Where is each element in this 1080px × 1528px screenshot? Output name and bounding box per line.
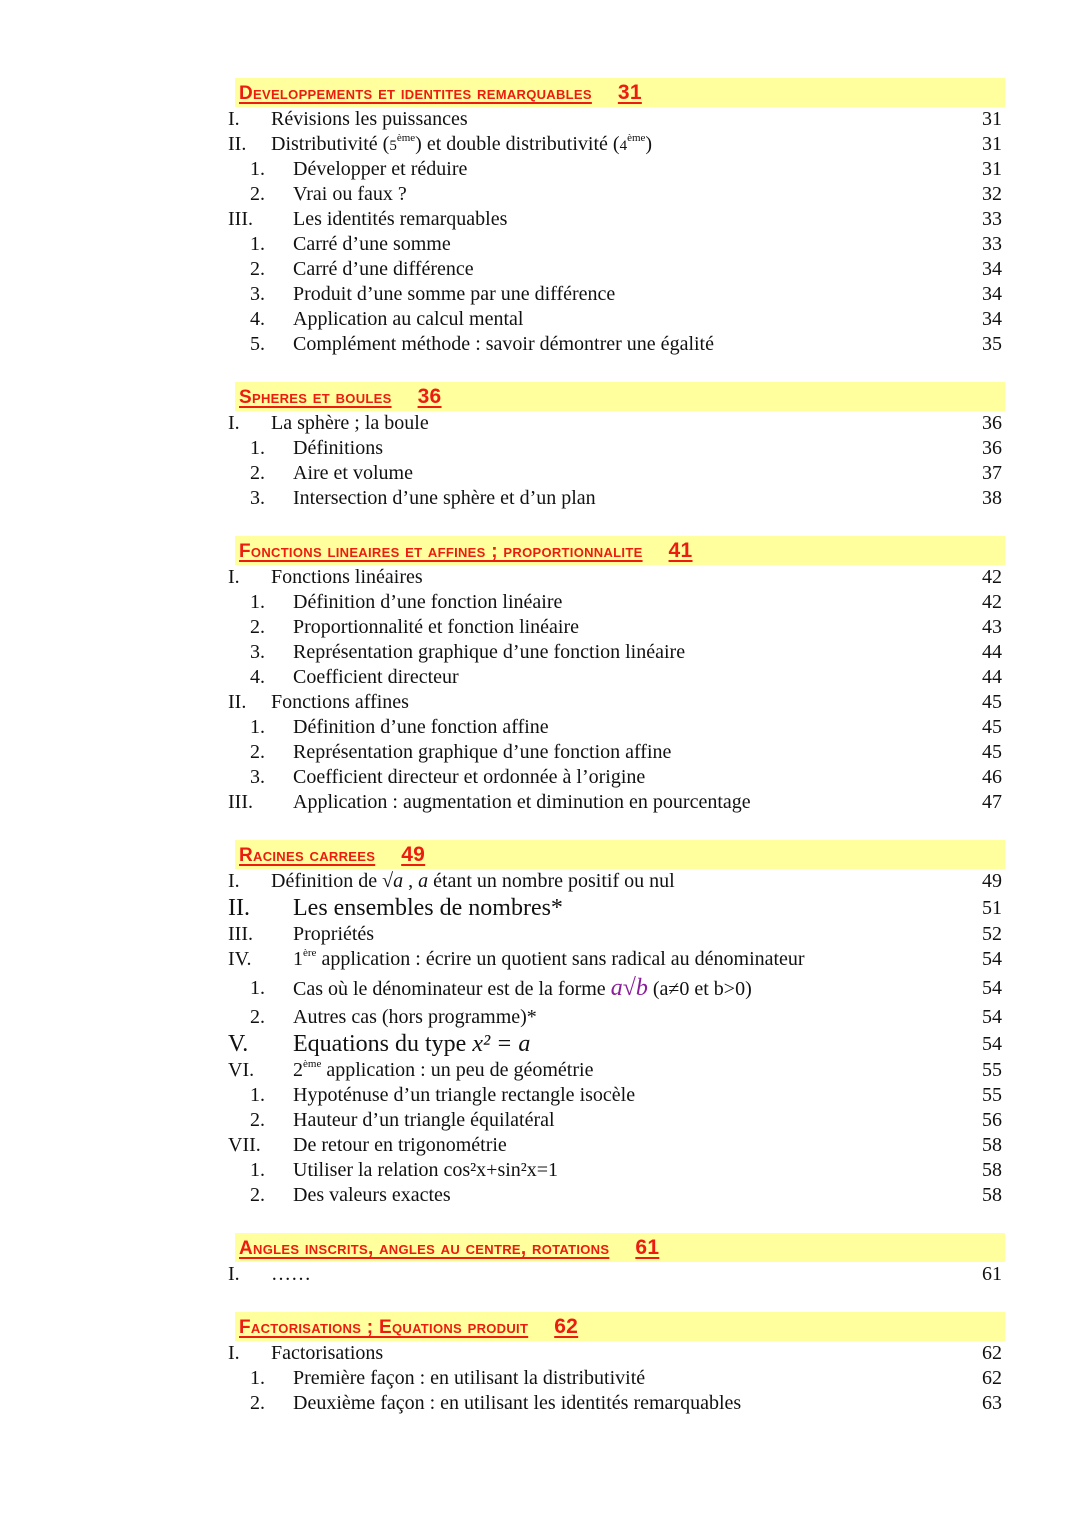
section-page-number: 31 [617, 81, 642, 104]
entry-title-segment: Révisions les puissances [271, 108, 468, 130]
entry-page-number: 37 [982, 462, 1002, 484]
entry-number: 2. [250, 183, 265, 205]
toc-entry[interactable] [0, 182, 1080, 207]
entry-title[interactable] [293, 257, 474, 282]
entry-title[interactable] [271, 132, 652, 159]
entry-title[interactable] [293, 790, 751, 815]
entry-number: 2. [250, 462, 265, 484]
toc-entry[interactable] [0, 740, 1080, 765]
entry-number: II. [228, 133, 247, 155]
section-header[interactable] [235, 1233, 1005, 1262]
section-title-text: Factorisations ; Equations produit [239, 1317, 529, 1338]
toc-entry[interactable] [0, 1183, 1080, 1208]
entry-title-segment: Les identités remarquables [293, 208, 508, 230]
entry-number: 3. [250, 283, 265, 305]
toc-entry[interactable] [0, 1366, 1080, 1391]
entry-title-segment: Carré d’une somme [293, 233, 451, 255]
entry-title-segment: x² = a [472, 1031, 531, 1057]
entry-title[interactable] [293, 615, 579, 640]
entry-page-number: 34 [982, 308, 1002, 330]
entry-page-number: 35 [982, 333, 1002, 355]
entry-title-segment: La sphère ; la boule [271, 412, 429, 434]
section-header[interactable] [235, 536, 1005, 565]
entry-title[interactable] [293, 232, 451, 257]
toc-entry[interactable] [0, 665, 1080, 690]
entry-title-segment: ème [303, 1058, 322, 1070]
entry-page-number: 54 [982, 977, 1002, 999]
entry-number: II. [228, 895, 250, 921]
entry-number: II. [228, 691, 247, 713]
toc-section [0, 840, 1080, 1208]
entry-title-segment: (a≠0 et b>0) [647, 978, 752, 1000]
toc-entry[interactable] [0, 894, 1080, 922]
entry-title[interactable] [293, 590, 562, 615]
entry-title[interactable] [271, 869, 675, 894]
entry-number: 4. [250, 308, 265, 330]
section-title-text: Developpements et identites remarquables [239, 83, 592, 104]
entry-number: I. [228, 870, 240, 892]
toc-entry[interactable] [0, 486, 1080, 511]
section-title-text: Spheres et boules [239, 387, 392, 408]
entry-title-segment: Autres cas (hors programme)* [293, 1006, 537, 1028]
entry-page-number: 62 [982, 1342, 1002, 1364]
entry-title[interactable] [293, 1005, 537, 1030]
toc-entry[interactable] [0, 1005, 1080, 1030]
entry-page-number: 54 [982, 1006, 1002, 1028]
toc-entry[interactable] [0, 436, 1080, 461]
entry-number: III. [228, 208, 253, 230]
entry-title-segment: Complément méthode : savoir démontrer une égalité [293, 333, 714, 355]
entry-title-segment: a√b [610, 975, 648, 1001]
entry-title-segment: Définition d’une fonction linéaire [293, 591, 563, 613]
toc-entry[interactable] [0, 1030, 1080, 1058]
entry-title-segment: ème [396, 132, 416, 144]
entry-number: 1. [250, 1367, 265, 1389]
entry-page-number: 33 [982, 208, 1002, 230]
section-header[interactable] [235, 382, 1005, 411]
entry-number: 1. [250, 158, 265, 180]
entry-title-segment: Représentation graphique d’une fonction linéaire [293, 641, 686, 663]
entry-page-number: 58 [982, 1134, 1002, 1156]
entry-number: 1. [250, 1084, 265, 1106]
entry-title[interactable] [293, 1391, 741, 1416]
entry-title-segment: Aire et volume [293, 462, 413, 484]
entry-title[interactable] [293, 715, 549, 740]
section-title-text: Racines carrees [239, 845, 376, 866]
entry-title-segment: a [393, 870, 404, 892]
toc-section [0, 1312, 1080, 1416]
entry-number: 2. [250, 616, 265, 638]
entry-title-segment: …… [271, 1263, 311, 1285]
entry-title[interactable] [293, 332, 714, 357]
entry-page-number: 43 [982, 616, 1002, 638]
section-header[interactable] [235, 78, 1005, 107]
entry-title[interactable] [293, 307, 523, 332]
entry-page-number: 58 [982, 1184, 1002, 1206]
entry-title-segment: Utiliser la relation cos²x+sin²x=1 [293, 1159, 559, 1181]
entry-title[interactable] [293, 765, 645, 790]
entry-page-number: 45 [982, 741, 1002, 763]
entry-number: 2. [250, 258, 265, 280]
entry-title-segment: Définition d’une fonction affine [293, 716, 549, 738]
entry-title[interactable] [293, 1133, 507, 1158]
toc-entry[interactable] [0, 1083, 1080, 1108]
toc-entry[interactable] [0, 1341, 1080, 1366]
entry-number: III. [228, 791, 253, 813]
entry-title-segment: ère [303, 947, 317, 959]
entry-page-number: 62 [982, 1367, 1002, 1389]
toc-entry[interactable] [0, 590, 1080, 615]
entry-title[interactable] [293, 282, 615, 307]
toc-entry[interactable] [0, 947, 1080, 972]
entry-number: 5. [250, 333, 265, 355]
entry-number: 1. [250, 716, 265, 738]
entry-page-number: 55 [982, 1084, 1002, 1106]
entry-number: IV. [228, 948, 252, 970]
entry-page-number: 58 [982, 1159, 1002, 1181]
entry-page-number: 33 [982, 233, 1002, 255]
entry-number: 4. [250, 666, 265, 688]
toc-entry[interactable] [0, 332, 1080, 357]
entry-title[interactable] [293, 486, 596, 511]
entry-page-number: 32 [982, 183, 1002, 205]
entry-title[interactable] [293, 1083, 635, 1108]
entry-title-segment: Produit d’une somme par une différence [293, 283, 616, 305]
entry-title-segment: Hypoténuse d’un triangle rectangle isocèle [293, 1084, 636, 1106]
entry-page-number: 31 [982, 133, 1002, 155]
entry-title-segment: Factorisations [271, 1342, 384, 1364]
entry-title-segment: Cas où le dénominateur est de la forme [293, 978, 611, 1000]
toc-entry[interactable] [0, 307, 1080, 332]
entry-title-segment: 4 [619, 138, 628, 154]
section-page-number: 36 [417, 385, 442, 408]
entry-page-number: 44 [982, 666, 1002, 688]
entry-title[interactable] [293, 1183, 451, 1208]
entry-title-segment: ) et double distributivité ( [415, 133, 620, 155]
entry-number: 2. [250, 1006, 265, 1028]
entry-page-number: 38 [982, 487, 1002, 509]
entry-title-segment: 1 [293, 948, 303, 970]
entry-title-segment: ème [627, 132, 646, 144]
entry-title-segment: Proportionnalité et fonction linéaire [293, 616, 580, 638]
entry-title-segment: Distributivité ( [271, 133, 390, 155]
entry-page-number: 42 [982, 591, 1002, 613]
entry-number: 1. [250, 977, 265, 999]
toc-entry[interactable] [0, 157, 1080, 182]
entry-title[interactable] [293, 1058, 593, 1083]
entry-number: 2. [250, 1109, 265, 1131]
toc-entry[interactable] [0, 640, 1080, 665]
entry-page-number: 34 [982, 283, 1002, 305]
entry-title-segment: Hauteur d’un triangle équilatéral [293, 1109, 555, 1131]
entry-title[interactable] [293, 947, 805, 972]
toc-entry[interactable] [0, 282, 1080, 307]
entry-number: I. [228, 1263, 240, 1285]
entry-title-segment: Les ensembles de nombres* [293, 895, 563, 921]
toc-entry[interactable] [0, 411, 1080, 436]
section-title[interactable] [239, 843, 425, 867]
section-title[interactable] [239, 385, 442, 409]
entry-number: 1. [250, 591, 265, 613]
entry-title[interactable] [271, 565, 423, 590]
entry-page-number: 47 [982, 791, 1002, 813]
entry-title-segment: Coefficient directeur [293, 666, 459, 688]
entry-title-segment: Coefficient directeur et ordonnée à l’origine [293, 766, 646, 788]
toc-entry[interactable] [0, 615, 1080, 640]
toc-entry[interactable] [0, 690, 1080, 715]
entry-title-segment: 5 [389, 138, 397, 154]
table-of-contents [0, 78, 1080, 1441]
entry-page-number: 45 [982, 691, 1002, 713]
entry-title-segment: Carré d’une différence [293, 258, 474, 280]
toc-entry[interactable] [0, 790, 1080, 815]
entry-title-segment: , [403, 870, 419, 892]
section-title-text: Fonctions lineaires et affines ; proportionnalite [239, 541, 643, 562]
entry-title[interactable] [293, 665, 459, 690]
entry-number: I. [228, 1342, 240, 1364]
entry-title[interactable] [293, 1030, 530, 1058]
entry-page-number: 44 [982, 641, 1002, 663]
toc-entry[interactable] [0, 715, 1080, 740]
entry-title-segment: application : écrire un quotient sans radical au dénominateur [316, 948, 805, 970]
entry-title[interactable] [293, 894, 563, 922]
entry-page-number: 42 [982, 566, 1002, 588]
entry-number: V. [228, 1031, 249, 1057]
entry-page-number: 54 [982, 948, 1002, 970]
toc-entry[interactable] [0, 107, 1080, 132]
section-title[interactable] [239, 81, 642, 105]
entry-title-segment: Intersection d’une sphère et d’un plan [293, 487, 596, 509]
toc-entry[interactable] [0, 1058, 1080, 1083]
entry-title[interactable] [293, 1158, 558, 1183]
entry-title-segment: Des valeurs exactes [293, 1184, 451, 1206]
toc-entry[interactable] [0, 1133, 1080, 1158]
entry-title-segment: Représentation graphique d’une fonction affine [293, 741, 672, 763]
entry-page-number: 51 [982, 897, 1002, 919]
toc-entry[interactable] [0, 922, 1080, 947]
toc-entry[interactable] [0, 1262, 1080, 1287]
entry-page-number: 55 [982, 1059, 1002, 1081]
toc-entry[interactable] [0, 132, 1080, 157]
entry-page-number: 36 [982, 437, 1002, 459]
entry-title-segment: ) [645, 133, 653, 155]
entry-title[interactable] [271, 1341, 383, 1366]
entry-title[interactable] [293, 972, 752, 1006]
toc-section [0, 78, 1080, 357]
entry-number: 3. [250, 641, 265, 663]
section-page-number: 41 [668, 539, 693, 562]
entry-number: VI. [228, 1059, 255, 1081]
entry-number: I. [228, 108, 240, 130]
entry-title-segment: Définitions [293, 437, 383, 459]
entry-title-segment: Vrai ou faux ? [293, 183, 407, 205]
entry-title[interactable] [293, 1366, 645, 1391]
entry-page-number: 36 [982, 412, 1002, 434]
entry-title-segment: Application au calcul mental [293, 308, 524, 330]
section-title[interactable] [239, 539, 693, 563]
entry-title[interactable] [271, 690, 409, 715]
entry-number: I. [228, 566, 240, 588]
entry-number: VII. [228, 1134, 261, 1156]
toc-entry[interactable] [0, 565, 1080, 590]
entry-title-segment: a [418, 870, 429, 892]
toc-entry[interactable] [0, 207, 1080, 232]
entry-title-segment: application : un peu de géométrie [321, 1059, 594, 1081]
section-page-number: 61 [635, 1236, 660, 1259]
entry-number: 1. [250, 1159, 265, 1181]
entry-title-segment: étant un nombre positif ou nul [428, 870, 675, 892]
section-page-number: 62 [554, 1315, 579, 1338]
entry-number: 2. [250, 1184, 265, 1206]
toc-entry[interactable] [0, 232, 1080, 257]
entry-number: 1. [250, 437, 265, 459]
toc-section [0, 1233, 1080, 1287]
entry-title[interactable] [293, 1108, 555, 1133]
entry-title[interactable] [293, 740, 671, 765]
entry-number: 2. [250, 741, 265, 763]
entry-title[interactable] [293, 207, 507, 232]
entry-page-number: 56 [982, 1109, 1002, 1131]
entry-title[interactable] [271, 411, 429, 436]
entry-title[interactable] [293, 436, 383, 461]
toc-section [0, 382, 1080, 511]
entry-number: 2. [250, 1392, 265, 1414]
section-header[interactable] [235, 840, 1005, 869]
entry-number: I. [228, 412, 240, 434]
section-title[interactable] [239, 1315, 578, 1339]
entry-title[interactable] [293, 922, 374, 947]
entry-number: 1. [250, 233, 265, 255]
section-title-text: Angles inscrits, angles au centre, rotations [239, 1238, 610, 1259]
entry-number: III. [228, 923, 253, 945]
entry-title[interactable] [271, 1262, 311, 1287]
toc-section [0, 536, 1080, 815]
entry-title[interactable] [293, 461, 413, 486]
entry-title-segment: Définition de √ [271, 870, 394, 892]
entry-page-number: 54 [982, 1033, 1002, 1055]
entry-page-number: 63 [982, 1392, 1002, 1414]
toc-entry[interactable] [0, 1158, 1080, 1183]
toc-entry[interactable] [0, 765, 1080, 790]
entry-number: 3. [250, 766, 265, 788]
entry-title[interactable] [293, 157, 467, 182]
entry-page-number: 31 [982, 108, 1002, 130]
entry-title-segment: Développer et réduire [293, 158, 468, 180]
toc-entry[interactable] [0, 461, 1080, 486]
section-title[interactable] [239, 1236, 659, 1260]
entry-title-segment: Equations du type [293, 1031, 473, 1057]
toc-entry[interactable] [0, 257, 1080, 282]
entry-title[interactable] [293, 182, 407, 207]
entry-number: 3. [250, 487, 265, 509]
toc-entry[interactable] [0, 869, 1080, 894]
entry-page-number: 49 [982, 870, 1002, 892]
entry-title-segment: Fonctions affines [271, 691, 409, 713]
entry-title-segment: Première façon : en utilisant la distributivité [293, 1367, 646, 1389]
entry-title-segment: De retour en trigonométrie [293, 1134, 507, 1156]
section-page-number: 49 [401, 843, 426, 866]
entry-page-number: 61 [982, 1263, 1002, 1285]
entry-title[interactable] [293, 640, 685, 665]
entry-title-segment: Deuxième façon : en utilisant les identités remarquables [293, 1392, 742, 1414]
entry-page-number: 34 [982, 258, 1002, 280]
entry-page-number: 31 [982, 158, 1002, 180]
entry-title[interactable] [271, 107, 468, 132]
entry-title-segment: Application : augmentation et diminution en pourcentage [293, 791, 751, 813]
toc-entry[interactable] [0, 1108, 1080, 1133]
entry-page-number: 52 [982, 923, 1002, 945]
toc-entry[interactable] [0, 1391, 1080, 1416]
entry-title-segment: Propriétés [293, 923, 375, 945]
section-header[interactable] [235, 1312, 1005, 1341]
entry-page-number: 45 [982, 716, 1002, 738]
entry-title-segment: Fonctions linéaires [271, 566, 423, 588]
entry-title-segment: 2 [293, 1059, 303, 1081]
toc-entry[interactable] [0, 972, 1080, 1005]
entry-page-number: 46 [982, 766, 1002, 788]
